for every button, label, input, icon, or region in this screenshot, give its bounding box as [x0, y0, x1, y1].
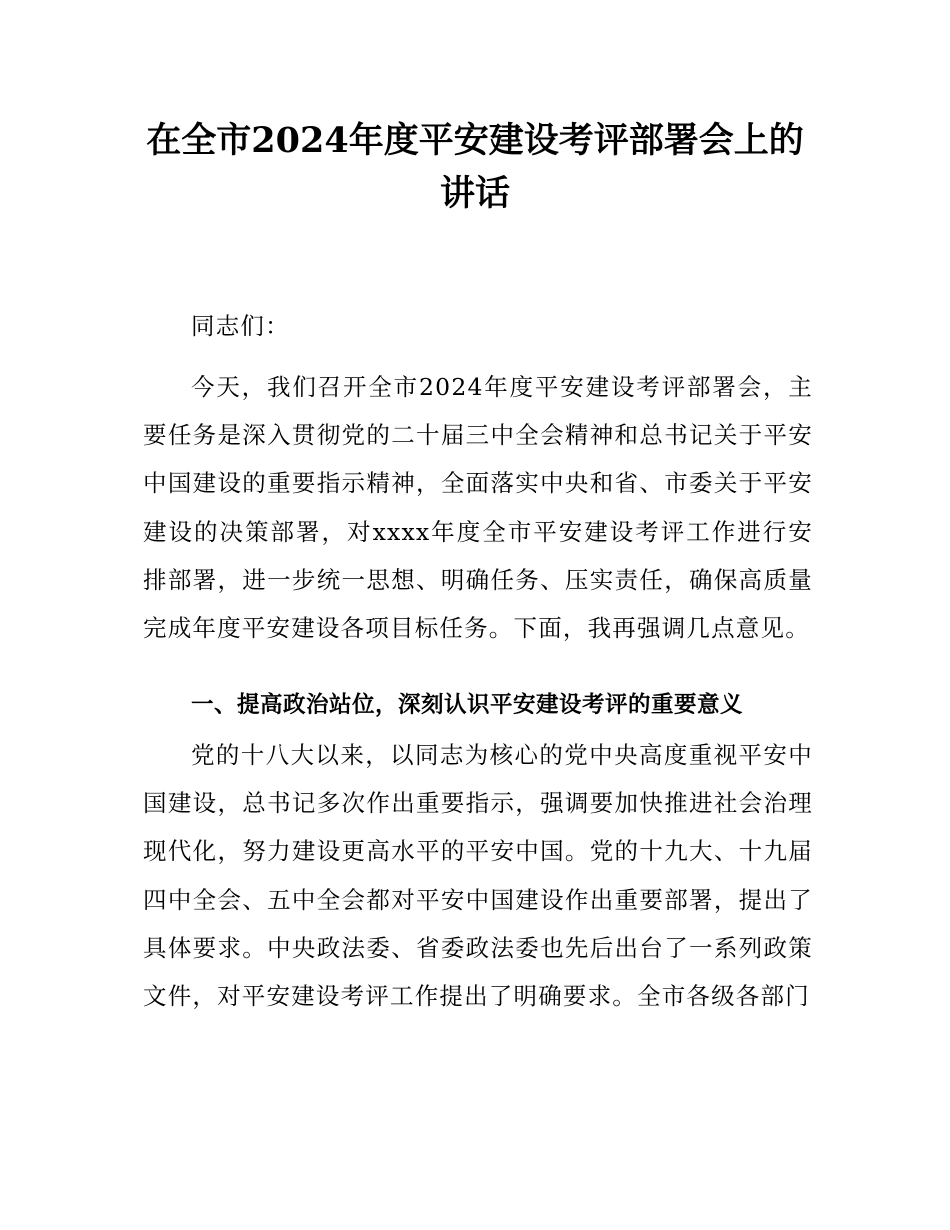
body-paragraph-intro: 今天，我们召开全市2024年度平安建设考评部署会，主要任务是深入贯彻党的二十届三中全会精神和总书记关于平安中国建设的重要指示精神，全面落实中央和省、市委关于平安建设的决策部署，对xxxx年度全市平安建设考评工作进行安排部署，进一步统一思想、明确任务、压实责任，确保高质量完成年度平安建设各项目标任务。下面，我再强调几点意见。: [143, 373, 813, 643]
body-paragraph-section-1: 党的十八大以来，以同志为核心的党中央高度重视平安中国建设，总书记多次作出重要指示，强调要加快推进社会治理现代化，努力建设更高水平的平安中国。党的十九大、十九届四中全会、五中全会都对平安中国建设作出重要部署，提出了具体要求。中央政法委、省委政法委也先后出台了一系列政策文件，对平安建设考评工作提出了明确要求。全市各级各部门: [143, 741, 813, 1011]
salutation: 同志们：: [191, 312, 290, 340]
section-heading-1: 一、提高政治站位，深刻认识平安建设考评的重要意义: [191, 692, 744, 718]
document-title: 在全市2024年度平安建设考评部署会上的讲话: [146, 120, 804, 214]
